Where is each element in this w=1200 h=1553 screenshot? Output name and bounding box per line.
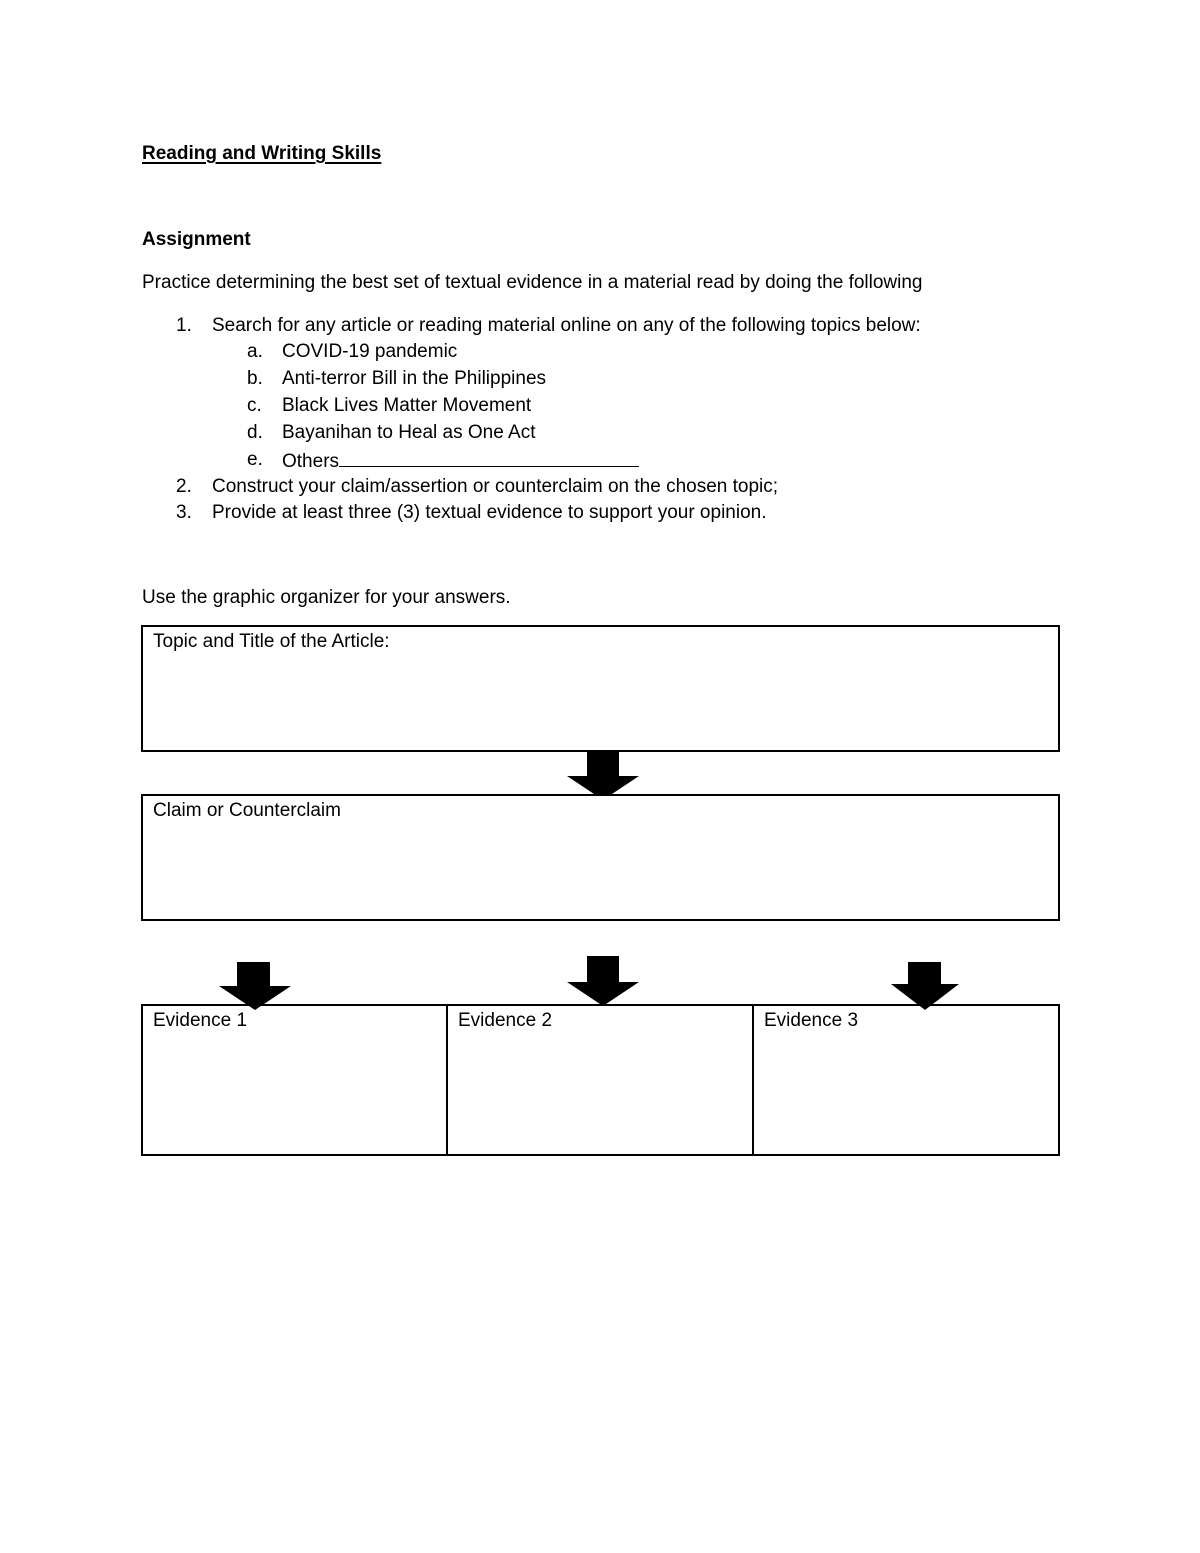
intro-paragraph: Practice determining the best set of textual evidence in a material read by doing the following (142, 272, 923, 293)
evidence-label: Evidence 2 (458, 1010, 553, 1031)
topic-title-label: Topic and Title of the Article: (153, 631, 390, 652)
topic-letter: e. (247, 449, 263, 470)
claim-box[interactable] (141, 794, 1060, 921)
down-arrow-icon (219, 962, 291, 1010)
topic-letter: b. (247, 368, 263, 389)
step-text: Search for any article or reading material online on any of the following topics below: (212, 315, 921, 336)
others-blank-line[interactable] (339, 448, 639, 467)
topic-item: COVID-19 pandemic (282, 341, 458, 362)
topic-letter: c. (247, 395, 262, 416)
step-text: Construct your claim/assertion or counterclaim on the chosen topic; (212, 476, 779, 497)
evidence-label: Evidence 3 (764, 1010, 859, 1031)
topic-item: Anti-terror Bill in the Philippines (282, 368, 547, 389)
topic-title-box[interactable] (141, 625, 1060, 752)
topic-item: Black Lives Matter Movement (282, 395, 532, 416)
organizer-instruction: Use the graphic organizer for your answers. (142, 587, 511, 608)
topic-item-others (282, 448, 639, 474)
down-arrow-icon (567, 956, 639, 1006)
step-number: 2. (176, 476, 192, 497)
evidence-box[interactable] (143, 1006, 448, 1154)
topic-item: Others (282, 451, 340, 472)
document-title: Reading and Writing Skills (142, 143, 382, 164)
topic-item: Bayanihan to Heal as One Act (282, 422, 536, 443)
evidence-row (141, 1004, 1060, 1156)
step-number: 3. (176, 502, 192, 523)
evidence-box[interactable] (754, 1006, 1058, 1154)
topic-letter: a. (247, 341, 263, 362)
topic-letter: d. (247, 422, 263, 443)
down-arrow-icon (891, 962, 959, 1010)
assignment-heading: Assignment (142, 229, 251, 250)
step-number: 1. (176, 315, 192, 336)
evidence-label: Evidence 1 (153, 1010, 248, 1031)
claim-label: Claim or Counterclaim (153, 800, 341, 821)
evidence-box[interactable] (448, 1006, 754, 1154)
down-arrow-icon (567, 750, 639, 800)
step-text: Provide at least three (3) textual evidence to support your opinion. (212, 502, 767, 523)
